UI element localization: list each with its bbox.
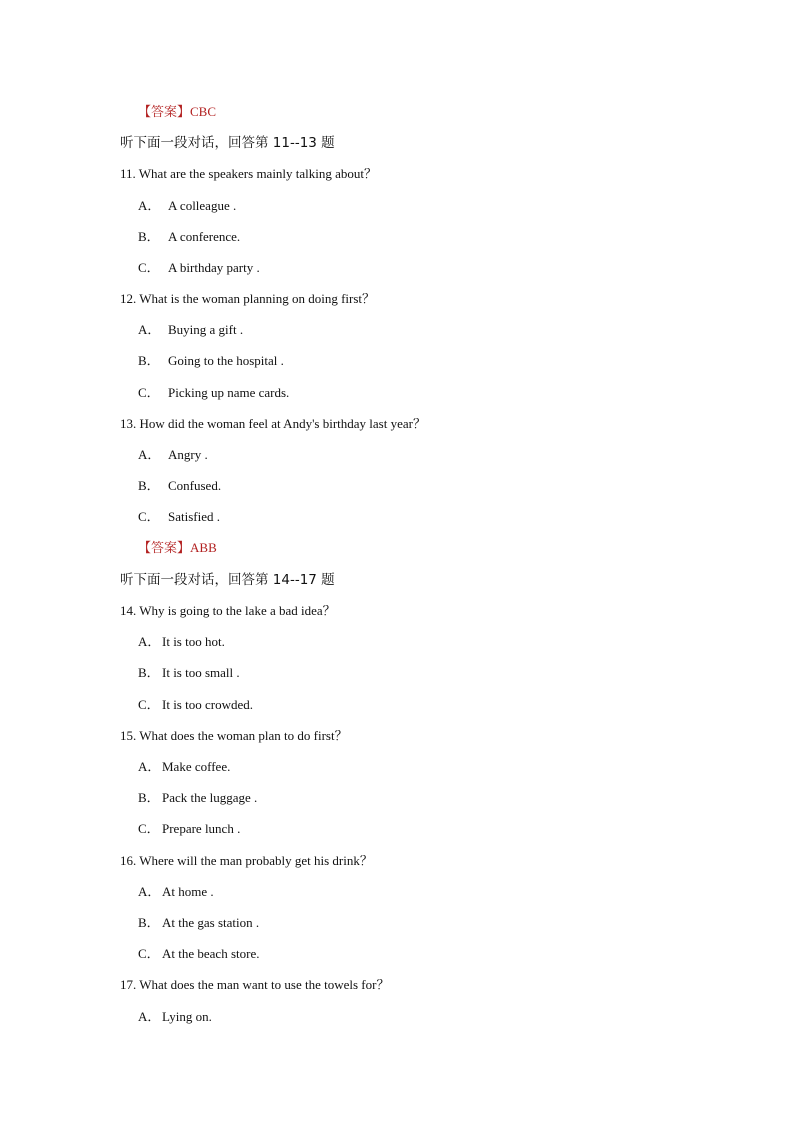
option-letter: B． <box>138 915 160 930</box>
answer-value: CBC <box>190 104 217 119</box>
option-item <box>138 353 284 369</box>
option-item <box>138 946 259 962</box>
option-text: Buying a gift . <box>168 322 244 337</box>
option-letter: A． <box>138 634 161 649</box>
option-item <box>138 665 240 681</box>
option-item <box>138 884 214 900</box>
option-text: Angry . <box>168 447 208 462</box>
option-item <box>138 260 260 276</box>
option-item <box>138 697 253 713</box>
option-item <box>138 509 220 525</box>
option-letter: A． <box>138 198 161 213</box>
option-item <box>138 790 257 806</box>
question-stem: 17. What does the man want to use the towels for？ <box>120 977 390 992</box>
answer-value: ABB <box>190 540 217 555</box>
option-item <box>138 821 240 837</box>
section-instruction: 听下面一段对话，回答第 14--17 题 <box>120 572 335 588</box>
option-letter: A． <box>138 322 161 337</box>
option-letter: C． <box>138 821 160 836</box>
option-text: It is too crowded. <box>162 697 253 712</box>
option-letter: C． <box>138 260 160 275</box>
question-stem: 15. What does the woman plan to do first？ <box>120 728 348 743</box>
question-stem: 11. What are the speakers mainly talking about？ <box>120 166 378 181</box>
option-letter: B． <box>138 790 160 805</box>
section-instruction: 听下面一段对话，回答第 11--13 题 <box>120 135 335 151</box>
option-item <box>138 634 225 650</box>
option-item <box>138 229 240 245</box>
question-stem: 12. What is the woman planning on doing first？ <box>120 291 376 306</box>
option-letter: A． <box>138 1009 161 1024</box>
option-text: Going to the hospital . <box>168 353 284 368</box>
answer-label: 【答案】 <box>138 105 191 120</box>
option-item <box>138 322 243 338</box>
option-letter: B． <box>138 353 160 368</box>
option-text: Lying on. <box>162 1009 212 1024</box>
option-text: Confused. <box>168 478 222 493</box>
answer-line <box>138 104 216 120</box>
option-text: At the gas station . <box>162 915 260 930</box>
option-text: Picking up name cards. <box>168 385 290 400</box>
option-text: Make coffee. <box>162 759 231 774</box>
option-text: A conference. <box>168 229 241 244</box>
answer-line <box>138 540 217 556</box>
question-stem: 16. Where will the man probably get his drink？ <box>120 853 373 868</box>
option-item <box>138 478 221 494</box>
question-stem: 13. How did the woman feel at Andy's birthday last year？ <box>120 416 426 431</box>
option-letter: B． <box>138 478 160 493</box>
option-item <box>138 385 289 401</box>
option-letter: C． <box>138 509 160 524</box>
option-letter: B． <box>138 229 160 244</box>
option-item <box>138 759 230 775</box>
option-text: A birthday party . <box>168 260 260 275</box>
answer-label: 【答案】 <box>138 541 191 556</box>
option-item <box>138 198 236 214</box>
option-letter: C． <box>138 697 160 712</box>
option-text: Prepare lunch . <box>162 821 241 836</box>
option-letter: B． <box>138 665 160 680</box>
option-text: Satisfied . <box>168 509 220 524</box>
option-letter: C． <box>138 946 160 961</box>
option-text: At home . <box>162 884 214 899</box>
option-text: At the beach store. <box>162 946 260 961</box>
option-letter: A． <box>138 447 161 462</box>
option-item <box>138 447 208 463</box>
option-text: A colleague . <box>168 198 237 213</box>
option-text: It is too small . <box>162 665 240 680</box>
option-text: Pack the luggage . <box>162 790 258 805</box>
option-item <box>138 1009 212 1025</box>
option-letter: A． <box>138 884 161 899</box>
option-letter: C． <box>138 385 160 400</box>
question-stem: 14. Why is going to the lake a bad idea？ <box>120 603 336 618</box>
option-item <box>138 915 259 931</box>
option-text: It is too hot. <box>162 634 225 649</box>
option-letter: A． <box>138 759 161 774</box>
